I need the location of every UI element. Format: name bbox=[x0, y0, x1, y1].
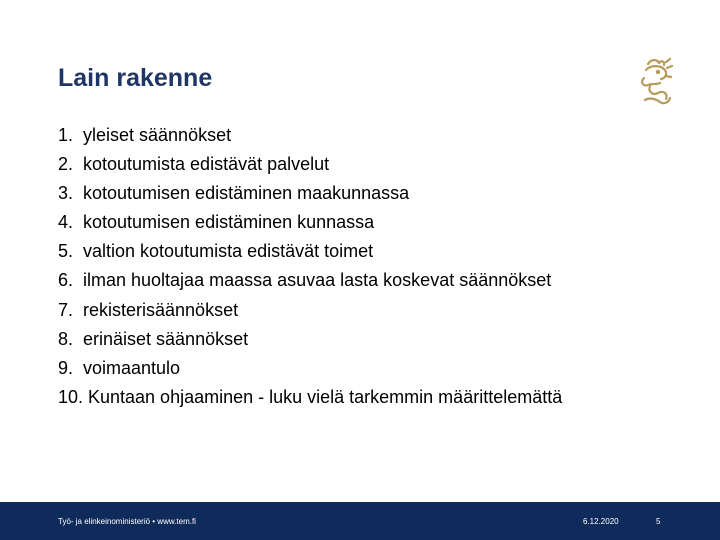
item-number: 10. bbox=[58, 386, 84, 407]
footer-date: 6.12.2020 bbox=[583, 517, 619, 526]
item-number: 5. bbox=[58, 241, 74, 262]
item-number: 8. bbox=[58, 328, 74, 349]
law-structure-list bbox=[58, 121, 562, 412]
item-text: valtion kotoutumista edistävät toimet bbox=[83, 241, 374, 262]
item-number: 6. bbox=[58, 270, 74, 291]
list-item bbox=[58, 179, 562, 208]
item-text: kotoutumisen edistäminen maakunnassa bbox=[83, 183, 410, 204]
list-item bbox=[58, 383, 562, 412]
slide-title: Lain rakenne bbox=[58, 64, 213, 92]
coat-of-arms-lion-icon bbox=[636, 56, 676, 106]
footer-organization: Työ- ja elinkeinoministeriö • www.tem.fi bbox=[58, 517, 196, 526]
list-item bbox=[58, 150, 562, 179]
list-item bbox=[58, 296, 562, 325]
list-item bbox=[58, 121, 562, 150]
item-number: 4. bbox=[58, 212, 74, 233]
list-item bbox=[58, 237, 562, 266]
item-text: Kuntaan ohjaaminen - luku vielä tarkemmin määrittelemättä bbox=[88, 386, 563, 407]
item-number: 3. bbox=[58, 183, 74, 204]
list-item bbox=[58, 266, 562, 295]
list-item bbox=[58, 325, 562, 354]
item-text: yleiset säännökset bbox=[83, 125, 232, 145]
item-number: 9. bbox=[58, 357, 74, 378]
item-text: erinäiset säännökset bbox=[83, 328, 249, 349]
footer-page-number: 5 bbox=[656, 517, 661, 526]
item-text: kotoutumisen edistäminen kunnassa bbox=[83, 212, 375, 233]
item-number: 2. bbox=[58, 154, 74, 175]
item-text: kotoutumista edistävät palvelut bbox=[83, 154, 330, 175]
list-item bbox=[58, 354, 562, 383]
list-item bbox=[58, 208, 562, 237]
item-text: ilman huoltajaa maassa asuvaa lasta koskevat säännökset bbox=[83, 270, 552, 291]
item-text: voimaantulo bbox=[83, 357, 181, 378]
item-number: 1. bbox=[58, 125, 74, 145]
item-text: rekisterisäännökset bbox=[83, 299, 239, 320]
item-number: 7. bbox=[58, 299, 74, 320]
footer-bar bbox=[0, 502, 720, 540]
